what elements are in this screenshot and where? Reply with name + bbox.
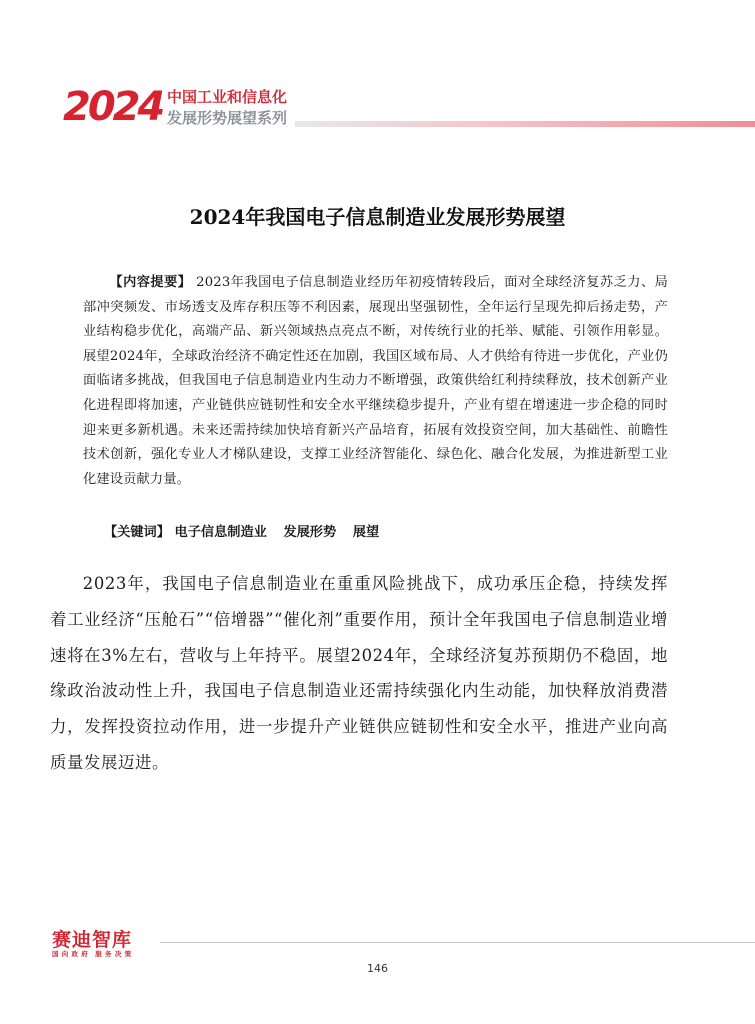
- abstract-label: 【内容提要】: [109, 275, 192, 290]
- keyword-item: 发展形势: [283, 525, 337, 540]
- year-logo: 2024: [63, 84, 163, 130]
- footer-slogan: 国 向 政 府 服 务 决 策: [52, 950, 132, 958]
- keyword-item: 展望: [352, 525, 380, 540]
- footer-rule: [160, 942, 755, 943]
- series-title-line1: 中国工业和信息化: [167, 88, 288, 106]
- series-title-line2: 发展形势展望系列: [167, 109, 288, 127]
- keyword-item: 电子信息制造业: [174, 525, 267, 540]
- header-gradient-rule: [295, 121, 755, 127]
- report-header: [0, 84, 755, 130]
- page-number: 146: [367, 962, 388, 975]
- body-paragraph: 2023年，我国电子信息制造业在重重风险挑战下，成功承压企稳，持续发挥着工业经济“压舱石”“倍增器”“催化剂”重要作用，预计全年我国电子信息制造业增速将在3%左右，营收与上年持平。展望2024年，全球经济复苏预期仍不稳固，地缘政治波动性上升，我国电子信息制造业还需持续强化内生动能，加快释放消费潜力，发挥投资拉动作用，进一步提升产业链供应链韧性和安全水平，推进产业向高质量发展迈进。: [50, 574, 668, 772]
- keywords-line: [104, 521, 664, 540]
- keywords-label: 【关键词】: [104, 525, 170, 540]
- abstract-text: 2023年我国电子信息制造业经历年初疫情转段后，面对全球经济复苏乏力、局部冲突频发、市场透支及库存积压等不利因素，展现出坚强韧性，全年运行呈现先抑后扬走势，产业结构稳步优化，高端产品、新兴领域热点亮点不断，对传统行业的托举、赋能、引领作用彰显。展望2024年，全球政治经济不确定性还在加剧，我国区域布局、人才供给有待进一步优化，产业仍面临诸多挑战，但我国电子信息制造业内生动力不断增强，政策供给红利持续释放，技术创新产业化进程即将加速，产业链供应链韧性和安全水平继续稳步提升，产业有望在增速进一步企稳的同时迎来更多新机遇。未来还需持续加快培育新兴产品培育，拓展有效投资空间，加大基础性、前瞻性技术创新，强化专业人才梯队建设，支撑工业经济智能化、绿色化、融合化发展，为推进新型工业化建设贡献力量。: [83, 275, 668, 487]
- page-title: 2024年我国电子信息制造业发展形势展望: [189, 205, 566, 229]
- abstract-paragraph: [83, 271, 668, 492]
- footer-brand-logo: 赛迪智库: [52, 929, 133, 951]
